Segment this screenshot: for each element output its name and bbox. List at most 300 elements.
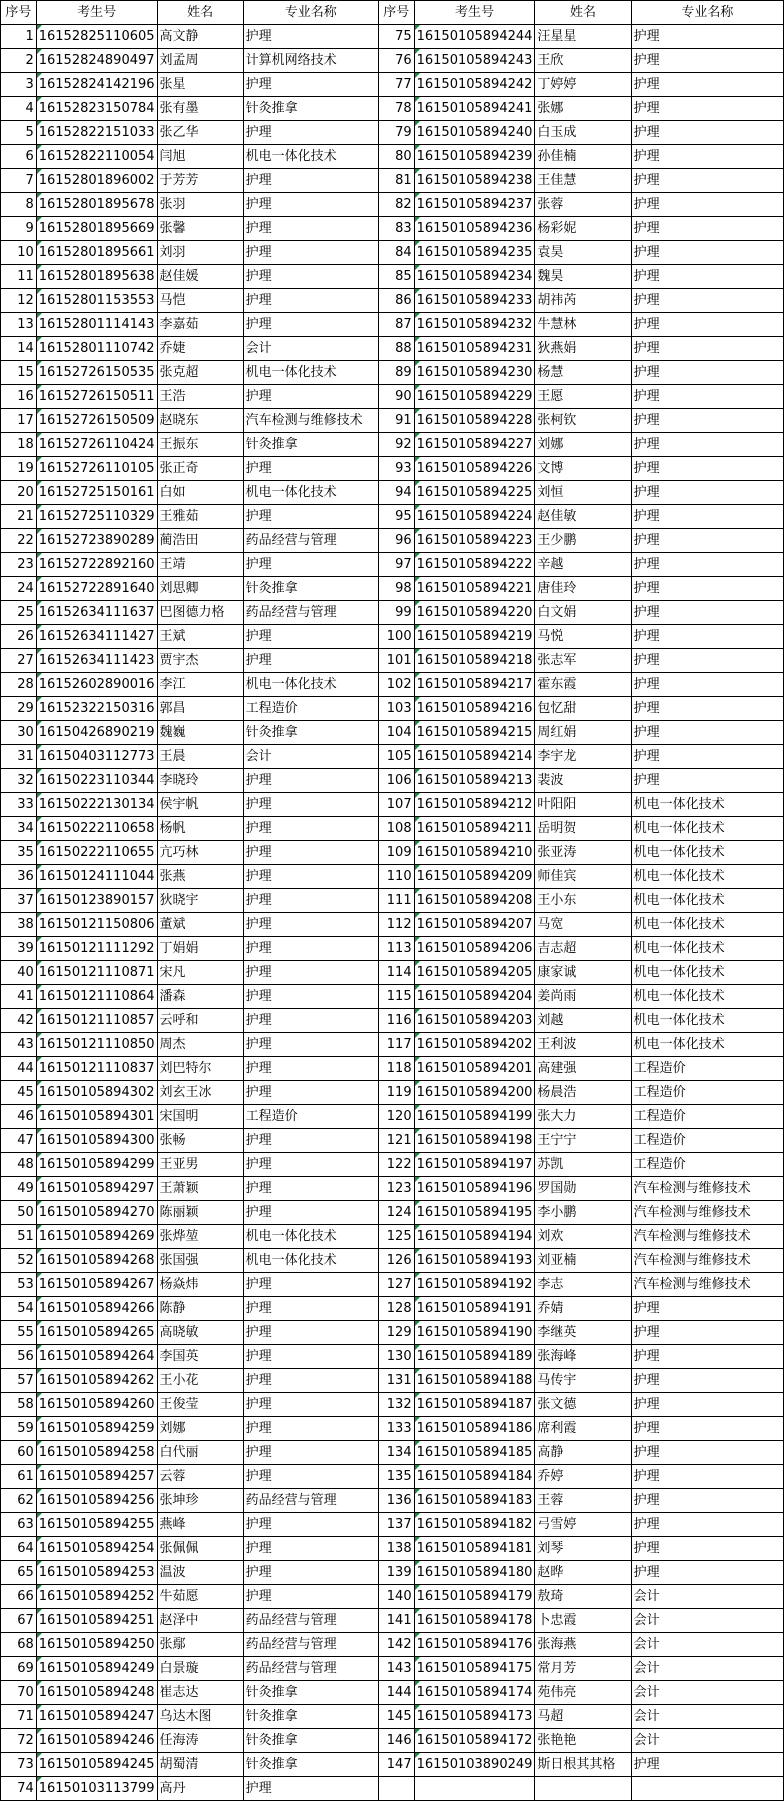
cell-exam-id-left[interactable]: 16150103113799 bbox=[36, 1777, 157, 1801]
cell-seq-right[interactable]: 111 bbox=[378, 889, 414, 913]
cell-major-right[interactable]: 工程造价 bbox=[631, 1153, 783, 1177]
cell-major-left[interactable]: 针灸推拿 bbox=[243, 97, 378, 121]
cell-seq-left[interactable]: 35 bbox=[1, 841, 37, 865]
cell-exam-id-right[interactable]: 16150105894216 bbox=[414, 697, 535, 721]
cell-exam-id-right[interactable]: 16150105894213 bbox=[414, 769, 535, 793]
cell-exam-id-right[interactable]: 16150105894244 bbox=[414, 25, 535, 49]
cell-major-right[interactable]: 会计 bbox=[631, 1633, 783, 1657]
cell-name-left[interactable]: 刘巴特尔 bbox=[157, 1057, 243, 1081]
cell-major-right[interactable]: 护理 bbox=[631, 577, 783, 601]
cell-seq-right[interactable]: 112 bbox=[378, 913, 414, 937]
cell-name-right[interactable]: 王愿 bbox=[535, 385, 631, 409]
cell-exam-id-left[interactable]: 16150105894246 bbox=[36, 1729, 157, 1753]
cell-exam-id-right[interactable]: 16150105894211 bbox=[414, 817, 535, 841]
cell-name-right[interactable]: 孙佳楠 bbox=[535, 145, 631, 169]
cell-seq-right[interactable]: 92 bbox=[378, 433, 414, 457]
cell-exam-id-left[interactable]: 16150105894257 bbox=[36, 1465, 157, 1489]
cell-name-right[interactable]: 敖琦 bbox=[535, 1585, 631, 1609]
cell-major-left[interactable]: 护理 bbox=[243, 1321, 378, 1345]
cell-major-right[interactable]: 工程造价 bbox=[631, 1105, 783, 1129]
cell-major-right[interactable]: 护理 bbox=[631, 337, 783, 361]
cell-name-left[interactable]: 亢巧林 bbox=[157, 841, 243, 865]
cell-exam-id-left[interactable]: 16150121110837 bbox=[36, 1057, 157, 1081]
cell-name-right[interactable]: 王蓉 bbox=[535, 1489, 631, 1513]
cell-seq-left[interactable]: 71 bbox=[1, 1705, 37, 1729]
cell-name-left[interactable]: 潘森 bbox=[157, 985, 243, 1009]
cell-seq-left[interactable]: 47 bbox=[1, 1129, 37, 1153]
cell-seq-left[interactable]: 27 bbox=[1, 649, 37, 673]
cell-major-right[interactable]: 护理 bbox=[631, 97, 783, 121]
cell-exam-id-left[interactable]: 16150121110871 bbox=[36, 961, 157, 985]
cell-name-left[interactable]: 狄晓宇 bbox=[157, 889, 243, 913]
cell-seq-left[interactable]: 69 bbox=[1, 1657, 37, 1681]
cell-seq-left[interactable]: 57 bbox=[1, 1369, 37, 1393]
cell-exam-id-left[interactable]: 16152726110424 bbox=[36, 433, 157, 457]
cell-major-right[interactable]: 机电一体化技术 bbox=[631, 793, 783, 817]
cell-seq-right[interactable]: 120 bbox=[378, 1105, 414, 1129]
cell-exam-id-right[interactable]: 16150105894183 bbox=[414, 1489, 535, 1513]
cell-seq-left[interactable]: 63 bbox=[1, 1513, 37, 1537]
cell-exam-id-left[interactable]: 16150105894299 bbox=[36, 1153, 157, 1177]
cell-name-left[interactable]: 侯宇帆 bbox=[157, 793, 243, 817]
cell-seq-left[interactable]: 52 bbox=[1, 1249, 37, 1273]
cell-exam-id-right[interactable]: 16150105894238 bbox=[414, 169, 535, 193]
cell-major-right[interactable]: 会计 bbox=[631, 1729, 783, 1753]
cell-name-right[interactable]: 李小鹏 bbox=[535, 1201, 631, 1225]
cell-exam-id-left[interactable]: 16152801110742 bbox=[36, 337, 157, 361]
cell-name-left[interactable]: 杨焱炜 bbox=[157, 1273, 243, 1297]
cell-seq-left[interactable]: 31 bbox=[1, 745, 37, 769]
cell-name-left[interactable]: 张坤珍 bbox=[157, 1489, 243, 1513]
cell-name-left[interactable]: 王振东 bbox=[157, 433, 243, 457]
cell-exam-id-left[interactable]: 16152722891640 bbox=[36, 577, 157, 601]
cell-exam-id-right[interactable]: 16150105894178 bbox=[414, 1609, 535, 1633]
cell-major-left[interactable]: 护理 bbox=[243, 457, 378, 481]
cell-name-right[interactable]: 罗国勋 bbox=[535, 1177, 631, 1201]
cell-seq-left[interactable]: 45 bbox=[1, 1081, 37, 1105]
cell-major-right[interactable]: 护理 bbox=[631, 361, 783, 385]
cell-seq-left[interactable]: 10 bbox=[1, 241, 37, 265]
cell-name-right[interactable]: 张海峰 bbox=[535, 1345, 631, 1369]
cell-major-left[interactable]: 护理 bbox=[243, 865, 378, 889]
cell-name-left[interactable]: 陈静 bbox=[157, 1297, 243, 1321]
cell-name-left[interactable]: 张克超 bbox=[157, 361, 243, 385]
cell-seq-left[interactable]: 15 bbox=[1, 361, 37, 385]
cell-major-left[interactable]: 护理 bbox=[243, 1129, 378, 1153]
cell-major-right[interactable]: 护理 bbox=[631, 649, 783, 673]
cell-major-left[interactable]: 机电一体化技术 bbox=[243, 361, 378, 385]
cell-seq-right[interactable]: 128 bbox=[378, 1297, 414, 1321]
cell-major-right[interactable]: 护理 bbox=[631, 1465, 783, 1489]
cell-name-right[interactable]: 刘琴 bbox=[535, 1537, 631, 1561]
cell-exam-id-left[interactable]: 16150123890157 bbox=[36, 889, 157, 913]
cell-name-left[interactable]: 乌达木图 bbox=[157, 1705, 243, 1729]
cell-exam-id-right[interactable]: 16150103890249 bbox=[414, 1753, 535, 1777]
cell-major-right[interactable]: 护理 bbox=[631, 25, 783, 49]
cell-name-right[interactable]: 赵晔 bbox=[535, 1561, 631, 1585]
cell-major-right[interactable]: 护理 bbox=[631, 49, 783, 73]
cell-seq-right[interactable]: 100 bbox=[378, 625, 414, 649]
cell-major-right[interactable]: 机电一体化技术 bbox=[631, 841, 783, 865]
cell-name-left[interactable]: 王晨 bbox=[157, 745, 243, 769]
cell-seq-left[interactable]: 62 bbox=[1, 1489, 37, 1513]
cell-major-left[interactable]: 药品经营与管理 bbox=[243, 1633, 378, 1657]
cell-exam-id-right[interactable]: 16150105894226 bbox=[414, 457, 535, 481]
cell-seq-left[interactable]: 49 bbox=[1, 1177, 37, 1201]
cell-major-left[interactable]: 护理 bbox=[243, 1561, 378, 1585]
cell-major-left[interactable]: 针灸推拿 bbox=[243, 1729, 378, 1753]
cell-exam-id-right[interactable]: 16150105894195 bbox=[414, 1201, 535, 1225]
cell-exam-id-right[interactable]: 16150105894241 bbox=[414, 97, 535, 121]
cell-name-left[interactable]: 刘娜 bbox=[157, 1417, 243, 1441]
cell-seq-right[interactable]: 118 bbox=[378, 1057, 414, 1081]
cell-major-right[interactable]: 护理 bbox=[631, 289, 783, 313]
cell-seq-right[interactable]: 125 bbox=[378, 1225, 414, 1249]
cell-seq-left[interactable]: 1 bbox=[1, 25, 37, 49]
cell-seq-right[interactable]: 91 bbox=[378, 409, 414, 433]
cell-major-right[interactable]: 护理 bbox=[631, 1369, 783, 1393]
cell-seq-left[interactable]: 72 bbox=[1, 1729, 37, 1753]
cell-seq-left[interactable]: 12 bbox=[1, 289, 37, 313]
cell-major-right[interactable]: 护理 bbox=[631, 1441, 783, 1465]
cell-major-left[interactable]: 护理 bbox=[243, 193, 378, 217]
cell-name-right[interactable]: 白文娟 bbox=[535, 601, 631, 625]
cell-major-left[interactable]: 机电一体化技术 bbox=[243, 1225, 378, 1249]
cell-exam-id-left[interactable]: 16150105894269 bbox=[36, 1225, 157, 1249]
cell-major-right[interactable]: 护理 bbox=[631, 145, 783, 169]
cell-seq-right[interactable]: 114 bbox=[378, 961, 414, 985]
cell-major-right[interactable]: 会计 bbox=[631, 1609, 783, 1633]
cell-name-left[interactable]: 董斌 bbox=[157, 913, 243, 937]
cell-major-right[interactable]: 护理 bbox=[631, 481, 783, 505]
cell-name-left[interactable]: 任海涛 bbox=[157, 1729, 243, 1753]
cell-major-right[interactable]: 护理 bbox=[631, 769, 783, 793]
cell-seq-right[interactable]: 144 bbox=[378, 1681, 414, 1705]
cell-exam-id-left[interactable]: 16150105894256 bbox=[36, 1489, 157, 1513]
cell-name-right[interactable]: 霍东霞 bbox=[535, 673, 631, 697]
cell-exam-id-left[interactable]: 16150105894266 bbox=[36, 1297, 157, 1321]
cell-name-left[interactable]: 李江 bbox=[157, 673, 243, 697]
cell-name-left[interactable]: 张馨 bbox=[157, 217, 243, 241]
cell-major-right[interactable]: 护理 bbox=[631, 1561, 783, 1585]
cell-exam-id-right[interactable]: 16150105894217 bbox=[414, 673, 535, 697]
cell-exam-id-right[interactable]: 16150105894208 bbox=[414, 889, 535, 913]
cell-major-right[interactable]: 护理 bbox=[631, 457, 783, 481]
cell-exam-id-left[interactable]: 16152822110054 bbox=[36, 145, 157, 169]
cell-major-left[interactable]: 护理 bbox=[243, 985, 378, 1009]
cell-seq-right[interactable]: 86 bbox=[378, 289, 414, 313]
cell-exam-id-right[interactable]: 16150105894221 bbox=[414, 577, 535, 601]
cell-name-left[interactable]: 王斌 bbox=[157, 625, 243, 649]
cell-exam-id-right[interactable]: 16150105894210 bbox=[414, 841, 535, 865]
cell-exam-id-right[interactable]: 16150105894181 bbox=[414, 1537, 535, 1561]
cell-seq-right[interactable]: 141 bbox=[378, 1609, 414, 1633]
cell-exam-id-left[interactable]: 16152801895661 bbox=[36, 241, 157, 265]
cell-seq-right[interactable]: 133 bbox=[378, 1417, 414, 1441]
cell-name-right[interactable]: 杨晨浩 bbox=[535, 1081, 631, 1105]
cell-name-right[interactable]: 马悦 bbox=[535, 625, 631, 649]
cell-seq-right[interactable]: 89 bbox=[378, 361, 414, 385]
cell-name-right[interactable]: 张蓉 bbox=[535, 193, 631, 217]
cell-name-right[interactable]: 刘欢 bbox=[535, 1225, 631, 1249]
cell-major-right[interactable]: 护理 bbox=[631, 721, 783, 745]
cell-name-left[interactable]: 蔺浩田 bbox=[157, 529, 243, 553]
cell-exam-id-left[interactable]: 16152801153553 bbox=[36, 289, 157, 313]
cell-exam-id-right[interactable]: 16150105894237 bbox=[414, 193, 535, 217]
cell-name-right[interactable]: 文博 bbox=[535, 457, 631, 481]
cell-name-left[interactable]: 闫旭 bbox=[157, 145, 243, 169]
cell-major-right[interactable]: 会计 bbox=[631, 1705, 783, 1729]
cell-major-right[interactable]: 护理 bbox=[631, 1417, 783, 1441]
cell-exam-id-left[interactable]: 16152725150161 bbox=[36, 481, 157, 505]
cell-name-right[interactable]: 马宽 bbox=[535, 913, 631, 937]
cell-name-right[interactable]: 斯日根其其格 bbox=[535, 1753, 631, 1777]
cell-seq-left[interactable]: 50 bbox=[1, 1201, 37, 1225]
cell-major-left[interactable]: 药品经营与管理 bbox=[243, 529, 378, 553]
cell-exam-id-right[interactable]: 16150105894215 bbox=[414, 721, 535, 745]
cell-major-left[interactable]: 护理 bbox=[243, 313, 378, 337]
cell-seq-right[interactable]: 75 bbox=[378, 25, 414, 49]
cell-major-right[interactable]: 机电一体化技术 bbox=[631, 937, 783, 961]
cell-seq-left[interactable]: 39 bbox=[1, 937, 37, 961]
cell-name-right[interactable]: 张文德 bbox=[535, 1393, 631, 1417]
cell-major-left[interactable]: 护理 bbox=[243, 217, 378, 241]
cell-seq-right[interactable]: 94 bbox=[378, 481, 414, 505]
cell-major-right[interactable]: 护理 bbox=[631, 385, 783, 409]
cell-name-left[interactable]: 张燕 bbox=[157, 865, 243, 889]
cell-major-right[interactable]: 护理 bbox=[631, 1297, 783, 1321]
cell-name-right[interactable]: 裴波 bbox=[535, 769, 631, 793]
cell-exam-id-right[interactable]: 16150105894191 bbox=[414, 1297, 535, 1321]
cell-exam-id-left[interactable]: 16152726150535 bbox=[36, 361, 157, 385]
cell-major-left[interactable]: 机电一体化技术 bbox=[243, 145, 378, 169]
cell-seq-right[interactable]: 132 bbox=[378, 1393, 414, 1417]
cell-name-left[interactable]: 张烨堃 bbox=[157, 1225, 243, 1249]
cell-exam-id-right[interactable]: 16150105894214 bbox=[414, 745, 535, 769]
cell-seq-right[interactable]: 136 bbox=[378, 1489, 414, 1513]
cell-exam-id-right[interactable]: 16150105894185 bbox=[414, 1441, 535, 1465]
cell-seq-right[interactable]: 78 bbox=[378, 97, 414, 121]
cell-seq-left[interactable]: 66 bbox=[1, 1585, 37, 1609]
cell-exam-id-right[interactable]: 16150105894194 bbox=[414, 1225, 535, 1249]
cell-major-right[interactable]: 护理 bbox=[631, 505, 783, 529]
cell-major-left[interactable]: 护理 bbox=[243, 1081, 378, 1105]
cell-seq-right[interactable]: 127 bbox=[378, 1273, 414, 1297]
cell-seq-right[interactable]: 134 bbox=[378, 1441, 414, 1465]
cell-exam-id-right[interactable]: 16150105894182 bbox=[414, 1513, 535, 1537]
cell-name-right[interactable]: 席利霞 bbox=[535, 1417, 631, 1441]
cell-name-right[interactable]: 张大力 bbox=[535, 1105, 631, 1129]
cell-major-right[interactable]: 护理 bbox=[631, 409, 783, 433]
cell-seq-right[interactable]: 103 bbox=[378, 697, 414, 721]
cell-name-left[interactable]: 云呼和 bbox=[157, 1009, 243, 1033]
cell-major-left[interactable]: 针灸推拿 bbox=[243, 433, 378, 457]
cell-name-right[interactable]: 汪星星 bbox=[535, 25, 631, 49]
cell-exam-id-right[interactable]: 16150105894186 bbox=[414, 1417, 535, 1441]
cell-name-left[interactable]: 高文静 bbox=[157, 25, 243, 49]
cell-exam-id-right[interactable]: 16150105894204 bbox=[414, 985, 535, 1009]
cell-name-left[interactable]: 巴图德力格 bbox=[157, 601, 243, 625]
cell-major-left[interactable]: 针灸推拿 bbox=[243, 1753, 378, 1777]
cell-name-right[interactable]: 张娜 bbox=[535, 97, 631, 121]
cell-seq-left[interactable]: 42 bbox=[1, 1009, 37, 1033]
cell-name-left[interactable]: 胡蜀清 bbox=[157, 1753, 243, 1777]
cell-name-left[interactable]: 刘孟周 bbox=[157, 49, 243, 73]
cell-seq-right[interactable]: 83 bbox=[378, 217, 414, 241]
cell-name-left[interactable]: 张正奇 bbox=[157, 457, 243, 481]
cell-major-right[interactable]: 护理 bbox=[631, 193, 783, 217]
cell-major-right[interactable]: 护理 bbox=[631, 217, 783, 241]
cell-major-left[interactable]: 计算机网络技术 bbox=[243, 49, 378, 73]
cell-name-right[interactable]: 袁昊 bbox=[535, 241, 631, 265]
cell-exam-id-right[interactable]: 16150105894230 bbox=[414, 361, 535, 385]
cell-exam-id-right[interactable]: 16150105894231 bbox=[414, 337, 535, 361]
cell-major-left[interactable]: 护理 bbox=[243, 841, 378, 865]
cell-exam-id-right[interactable]: 16150105894206 bbox=[414, 937, 535, 961]
cell-exam-id-right[interactable]: 16150105894180 bbox=[414, 1561, 535, 1585]
cell-seq-left[interactable]: 6 bbox=[1, 145, 37, 169]
cell-name-right[interactable]: 叶阳阳 bbox=[535, 793, 631, 817]
cell-name-left[interactable]: 周杰 bbox=[157, 1033, 243, 1057]
cell-name-right[interactable]: 卜忠霞 bbox=[535, 1609, 631, 1633]
cell-seq-right[interactable] bbox=[378, 1777, 414, 1801]
cell-major-left[interactable]: 护理 bbox=[243, 265, 378, 289]
cell-name-left[interactable]: 李嘉茹 bbox=[157, 313, 243, 337]
cell-seq-left[interactable]: 9 bbox=[1, 217, 37, 241]
cell-name-right[interactable]: 王宁宁 bbox=[535, 1129, 631, 1153]
cell-exam-id-left[interactable]: 16152726150509 bbox=[36, 409, 157, 433]
cell-name-right[interactable]: 张柯钦 bbox=[535, 409, 631, 433]
cell-major-right[interactable]: 机电一体化技术 bbox=[631, 1033, 783, 1057]
cell-seq-right[interactable]: 82 bbox=[378, 193, 414, 217]
cell-seq-right[interactable]: 102 bbox=[378, 673, 414, 697]
cell-seq-left[interactable]: 73 bbox=[1, 1753, 37, 1777]
cell-exam-id-left[interactable]: 16150105894253 bbox=[36, 1561, 157, 1585]
cell-name-left[interactable]: 王亚男 bbox=[157, 1153, 243, 1177]
cell-seq-right[interactable]: 138 bbox=[378, 1537, 414, 1561]
cell-exam-id-right[interactable]: 16150105894190 bbox=[414, 1321, 535, 1345]
cell-seq-left[interactable]: 54 bbox=[1, 1297, 37, 1321]
cell-exam-id-right[interactable]: 16150105894203 bbox=[414, 1009, 535, 1033]
cell-seq-right[interactable]: 76 bbox=[378, 49, 414, 73]
cell-name-left[interactable]: 高晓敏 bbox=[157, 1321, 243, 1345]
cell-major-right[interactable]: 会计 bbox=[631, 1681, 783, 1705]
cell-name-right[interactable]: 赵佳敏 bbox=[535, 505, 631, 529]
cell-name-left[interactable]: 王萧颖 bbox=[157, 1177, 243, 1201]
cell-exam-id-left[interactable]: 16150105894270 bbox=[36, 1201, 157, 1225]
cell-name-right[interactable] bbox=[535, 1777, 631, 1801]
cell-exam-id-left[interactable]: 16152823150784 bbox=[36, 97, 157, 121]
cell-exam-id-left[interactable]: 16150222130134 bbox=[36, 793, 157, 817]
cell-name-right[interactable]: 吉志超 bbox=[535, 937, 631, 961]
cell-name-right[interactable]: 牛慧林 bbox=[535, 313, 631, 337]
cell-major-right[interactable]: 护理 bbox=[631, 433, 783, 457]
cell-major-left[interactable]: 护理 bbox=[243, 1441, 378, 1465]
cell-exam-id-left[interactable]: 16150222110658 bbox=[36, 817, 157, 841]
cell-exam-id-left[interactable]: 16150105894260 bbox=[36, 1393, 157, 1417]
cell-name-left[interactable]: 白如 bbox=[157, 481, 243, 505]
cell-name-right[interactable]: 高建强 bbox=[535, 1057, 631, 1081]
cell-seq-left[interactable]: 70 bbox=[1, 1681, 37, 1705]
cell-name-left[interactable]: 乔婕 bbox=[157, 337, 243, 361]
cell-major-left[interactable]: 护理 bbox=[243, 505, 378, 529]
cell-exam-id-right[interactable]: 16150105894192 bbox=[414, 1273, 535, 1297]
cell-name-left[interactable]: 王雅茹 bbox=[157, 505, 243, 529]
cell-exam-id-right[interactable]: 16150105894236 bbox=[414, 217, 535, 241]
cell-seq-right[interactable]: 124 bbox=[378, 1201, 414, 1225]
cell-major-right[interactable]: 护理 bbox=[631, 169, 783, 193]
cell-major-right[interactable]: 护理 bbox=[631, 1537, 783, 1561]
cell-seq-left[interactable]: 3 bbox=[1, 73, 37, 97]
cell-major-left[interactable]: 护理 bbox=[243, 553, 378, 577]
cell-exam-id-right[interactable]: 16150105894193 bbox=[414, 1249, 535, 1273]
cell-exam-id-left[interactable]: 16150105894262 bbox=[36, 1369, 157, 1393]
cell-exam-id-left[interactable]: 16152726110105 bbox=[36, 457, 157, 481]
cell-seq-left[interactable]: 68 bbox=[1, 1633, 37, 1657]
cell-seq-left[interactable]: 11 bbox=[1, 265, 37, 289]
cell-exam-id-right[interactable]: 16150105894227 bbox=[414, 433, 535, 457]
cell-seq-right[interactable]: 77 bbox=[378, 73, 414, 97]
cell-name-right[interactable]: 辛越 bbox=[535, 553, 631, 577]
cell-name-left[interactable]: 白代丽 bbox=[157, 1441, 243, 1465]
cell-exam-id-right[interactable]: 16150105894229 bbox=[414, 385, 535, 409]
cell-seq-right[interactable]: 121 bbox=[378, 1129, 414, 1153]
cell-seq-right[interactable]: 88 bbox=[378, 337, 414, 361]
cell-seq-right[interactable]: 104 bbox=[378, 721, 414, 745]
cell-seq-right[interactable]: 130 bbox=[378, 1345, 414, 1369]
cell-exam-id-left[interactable]: 16152634111423 bbox=[36, 649, 157, 673]
cell-exam-id-right[interactable]: 16150105894243 bbox=[414, 49, 535, 73]
cell-name-left[interactable]: 贾宇杰 bbox=[157, 649, 243, 673]
cell-name-left[interactable]: 白景璇 bbox=[157, 1657, 243, 1681]
cell-name-right[interactable]: 姜尚雨 bbox=[535, 985, 631, 1009]
cell-name-left[interactable]: 李晓玲 bbox=[157, 769, 243, 793]
cell-major-left[interactable]: 护理 bbox=[243, 73, 378, 97]
cell-name-left[interactable]: 李国英 bbox=[157, 1345, 243, 1369]
cell-seq-left[interactable]: 55 bbox=[1, 1321, 37, 1345]
cell-seq-right[interactable]: 97 bbox=[378, 553, 414, 577]
cell-major-right[interactable]: 护理 bbox=[631, 625, 783, 649]
cell-seq-left[interactable]: 67 bbox=[1, 1609, 37, 1633]
cell-seq-right[interactable]: 109 bbox=[378, 841, 414, 865]
cell-major-left[interactable]: 护理 bbox=[243, 937, 378, 961]
cell-seq-right[interactable]: 106 bbox=[378, 769, 414, 793]
cell-major-left[interactable]: 会计 bbox=[243, 337, 378, 361]
cell-exam-id-left[interactable]: 16150105894301 bbox=[36, 1105, 157, 1129]
cell-seq-left[interactable]: 46 bbox=[1, 1105, 37, 1129]
cell-name-right[interactable]: 苑伟亮 bbox=[535, 1681, 631, 1705]
cell-exam-id-left[interactable]: 16152801895669 bbox=[36, 217, 157, 241]
cell-major-right[interactable]: 机电一体化技术 bbox=[631, 865, 783, 889]
cell-major-left[interactable]: 护理 bbox=[243, 1297, 378, 1321]
cell-exam-id-left[interactable]: 16150105894251 bbox=[36, 1609, 157, 1633]
cell-exam-id-left[interactable]: 16152322150316 bbox=[36, 697, 157, 721]
cell-exam-id-left[interactable]: 16152822151033 bbox=[36, 121, 157, 145]
cell-exam-id-left[interactable]: 16150105894245 bbox=[36, 1753, 157, 1777]
cell-major-left[interactable]: 护理 bbox=[243, 1393, 378, 1417]
cell-major-right[interactable]: 会计 bbox=[631, 1657, 783, 1681]
cell-major-left[interactable]: 护理 bbox=[243, 1345, 378, 1369]
cell-exam-id-right[interactable]: 16150105894173 bbox=[414, 1705, 535, 1729]
cell-major-right[interactable]: 会计 bbox=[631, 1585, 783, 1609]
cell-major-right[interactable]: 护理 bbox=[631, 1345, 783, 1369]
cell-seq-left[interactable]: 25 bbox=[1, 601, 37, 625]
cell-name-right[interactable]: 周红娟 bbox=[535, 721, 631, 745]
cell-major-right[interactable]: 护理 bbox=[631, 121, 783, 145]
cell-exam-id-right[interactable]: 16150105894223 bbox=[414, 529, 535, 553]
cell-exam-id-left[interactable]: 16150124111044 bbox=[36, 865, 157, 889]
cell-seq-right[interactable]: 146 bbox=[378, 1729, 414, 1753]
